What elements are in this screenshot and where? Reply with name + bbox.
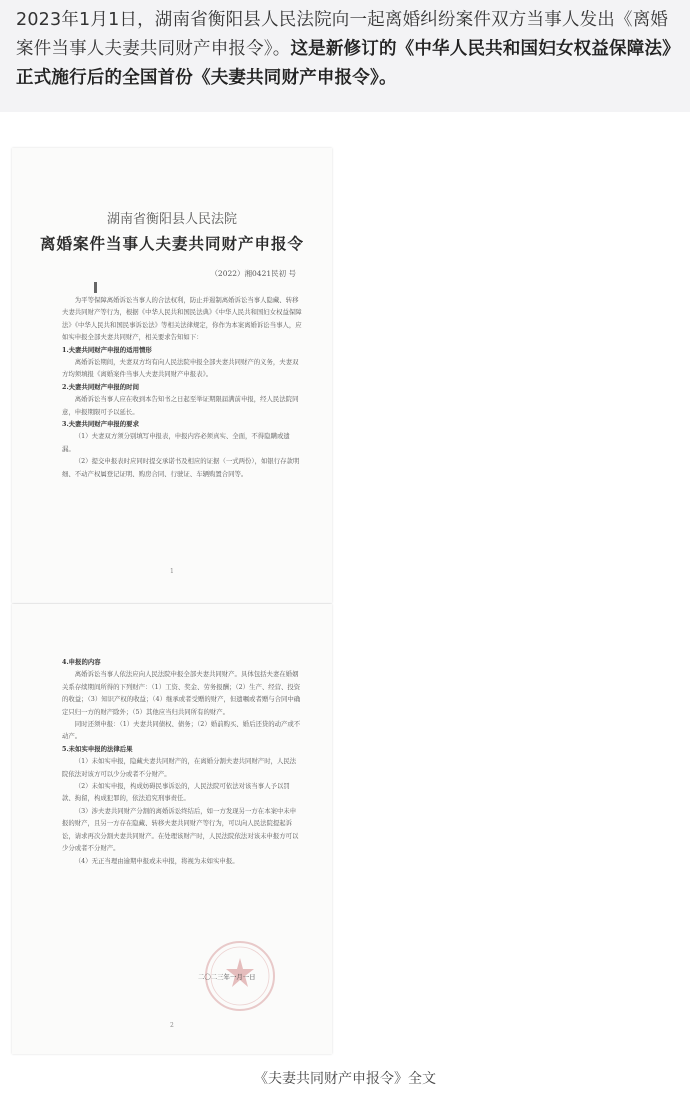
page-2-body <box>62 656 302 867</box>
document-date: 二〇二三年一月一日 <box>198 973 256 981</box>
section-3-item-1: （1）夫妻双方须分别填写申报表，申报内容必须真实、全面，不得隐瞒或遗漏。 <box>62 432 290 453</box>
section-5-item-1: （1）未如实申报，隐藏夫妻共同财产的，在离婚分割夫妻共同财产时，人民法院依法对该方可以少分或者不分财产。 <box>62 757 297 778</box>
section-2-text: 离婚诉讼当事人应在收到本告知书之日起至举证期限届满前申报，经人民法院同意，申报期限可予以延长。 <box>62 395 299 416</box>
section-3-heading: 3.夫妻共同财产申报的要求 <box>62 420 139 429</box>
intro-paragraph <box>0 0 690 112</box>
page-number: 2 <box>170 1022 174 1029</box>
court-name: 湖南省衡阳县人民法院 <box>106 212 237 227</box>
section-1-text: 离婚诉讼期间，夫妻双方均有向人民法院申报全部夫妻共同财产的义务，夫妻双方均须填报《离婚案件当事人夫妻共同财产申报表》。 <box>62 358 299 379</box>
section-4-heading: 4.申报的内容 <box>62 658 101 666</box>
document-title: 离婚案件当事人夫妻共同财产申报令 <box>39 234 304 253</box>
intro-text: 2023年1月1日，湖南省衡阳县人民法院向一起离婚纠纷案件双方当事人发出《离婚案件当事人夫妻共同财产申报令》。 <box>16 10 669 59</box>
section-3-item-2: （2）提交申报表时应同时提交承诺书及相应的证据（一式两份），如银行存款明细、不动产权属登记证明、购房合同、行驶证、车辆购置合同等。 <box>62 457 300 478</box>
section-2-heading: 2.夫妻共同财产申报的时间 <box>62 382 139 391</box>
section-1-heading: 1.夫妻共同财产申报的适用情形 <box>62 345 152 354</box>
preamble: 为平等保障离婚诉讼当事人的合法权利，防止并遏制离婚诉讼当事人隐藏、转移夫妻共同财产等行为，根据《中华人民共和国民法典》《中华人民共和国妇女权益保障法》《中华人民共和国民事诉讼法》等相关法律规定，你作为本案离婚诉讼当事人，应如实申报全部夫妻共同财产，相关要求告知如下： <box>62 296 302 342</box>
section-5-heading: 5.未如实申报的法律后果 <box>62 744 133 753</box>
page-number: 1 <box>170 568 174 575</box>
document-page-1 <box>12 148 332 603</box>
document-page-2 <box>12 604 332 1054</box>
page-1-body <box>62 294 302 480</box>
section-4-text: 离婚诉讼当事人依法应向人民法院申报全部夫妻共同财产。具体包括夫妻在婚姻关系存续期间所得的下列财产：（1）工资、奖金、劳务报酬；（2）生产、经营、投资的收益；（3）知识产权的收益；（4）继承或者受赠的财产，但遗嘱或者赠与合同中确定只归一方的财产除外；（5）其他应当归共同所有的财产。 <box>62 670 301 716</box>
case-number: （2022）湘0421民初 号 <box>210 269 296 278</box>
intro-bold-text: 这是新修订的《中华人民共和国妇女权益保障法》正式施行后的全国首份《夫妻共同财产申报令》。 <box>16 39 672 88</box>
section-4-text-2: 同时还须申报：（1）夫妻共同债权、债务；（2）婚前购买、婚后还贷的动产或不动产。 <box>62 720 301 741</box>
section-5-item-2: （2）未如实申报，构成妨碍民事诉讼的，人民法院可依法对该当事人予以罚款、拘留，构成犯罪的，依法追究刑事责任。 <box>62 782 290 803</box>
section-5-item-3: （3）涉夫妻共同财产分割的离婚诉讼终结后，如一方发现另一方在本案中未申报的财产，且另一方存在隐藏、转移夫妻共同财产等行为，可以向人民法院提起诉讼，请求再次分割夫妻共同财产。在处理该财产时，人民法院依法对该未申报方可以少分或者不分财产。 <box>62 806 299 853</box>
ink-mark <box>94 282 97 293</box>
section-5-item-4: （4）无正当理由逾期申报或未申报，将视为未如实申报。 <box>74 856 239 865</box>
image-caption: 《夫妻共同财产申报令》全文 <box>254 1071 436 1087</box>
